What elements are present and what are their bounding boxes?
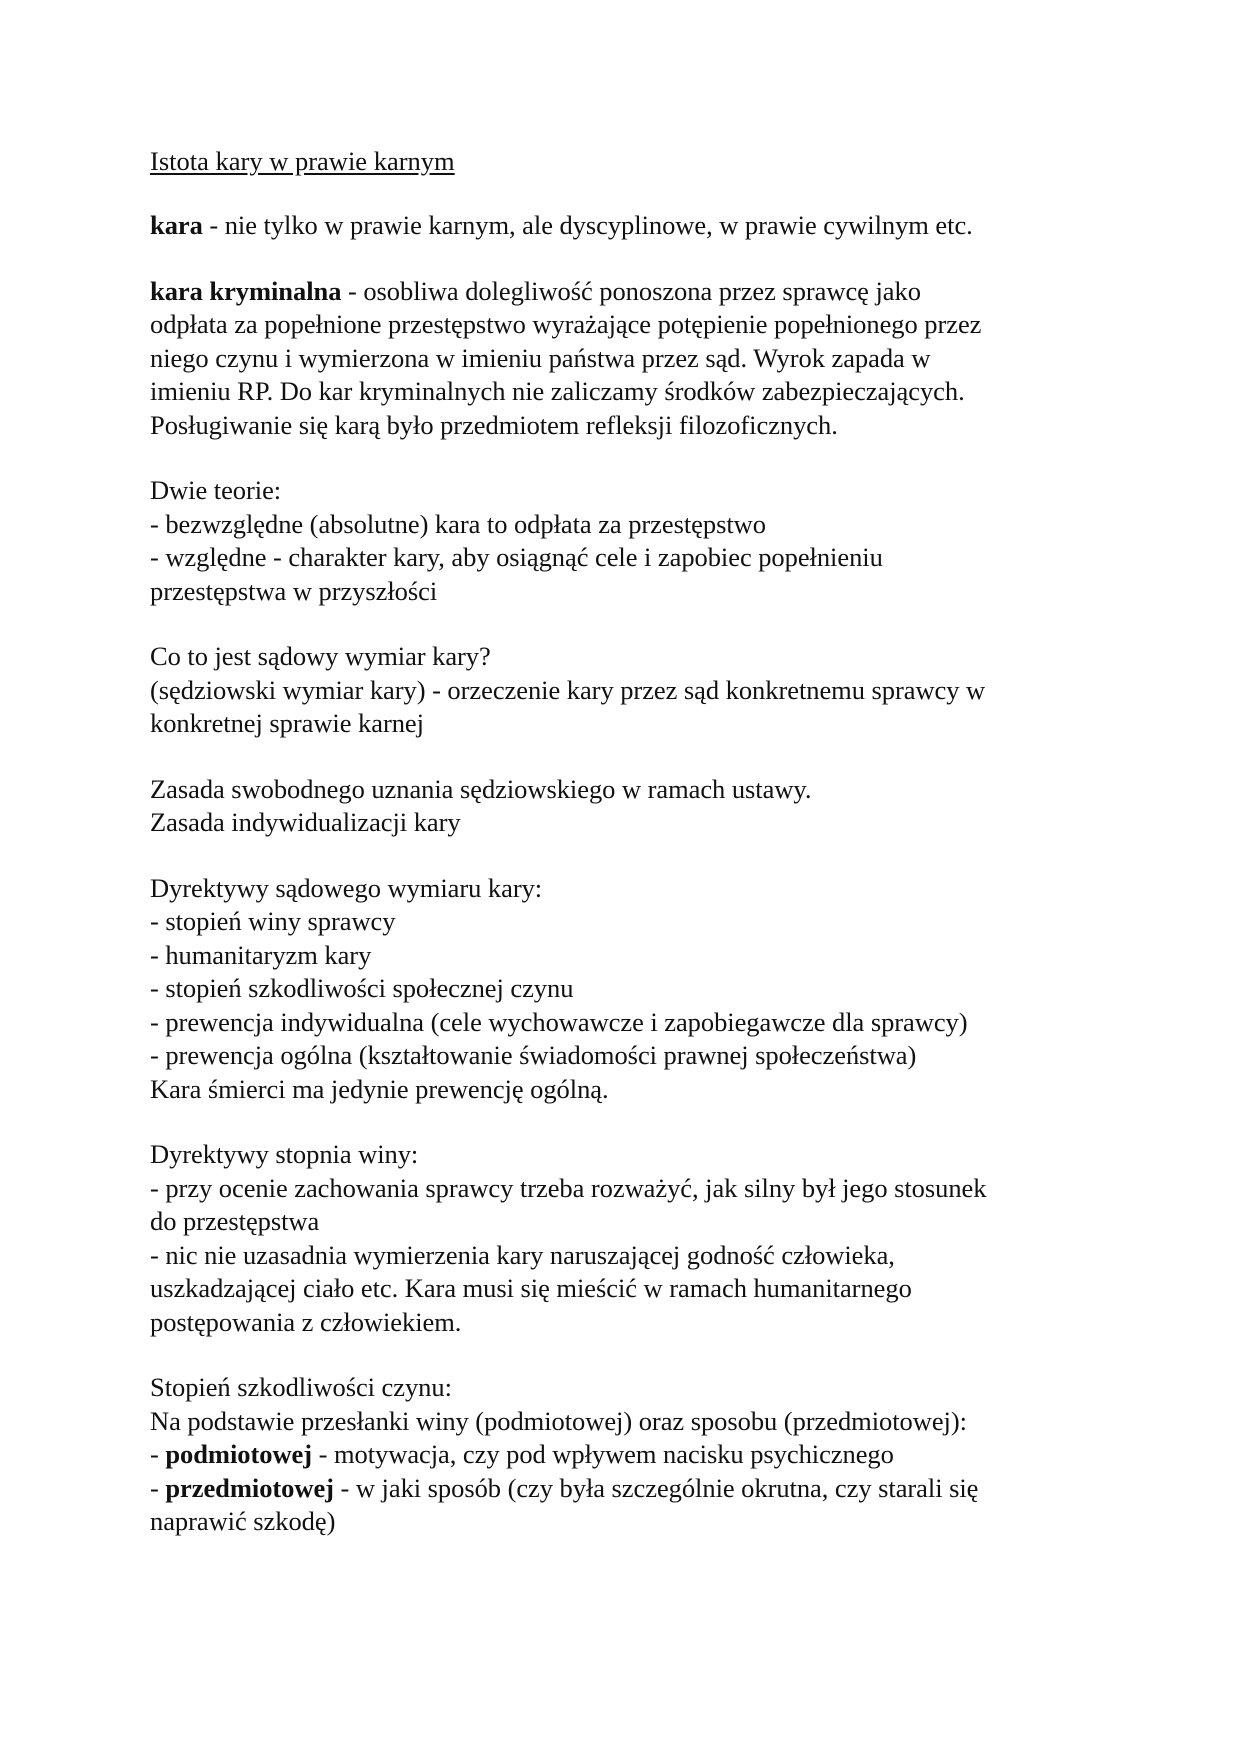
kara-kryminalna-line5: Posługiwanie się karą było przedmiotem refleksji filozoficznych. <box>150 409 838 440</box>
podmiotowej-rest: - motywacja, czy pod wpływem nacisku psychicznego <box>312 1439 894 1469</box>
wymiar-kary-question: Co to jest sądowy wymiar kary? <box>150 641 491 671</box>
dyrektywa-item: - stopień winy sprawcy <box>150 906 396 936</box>
dyrektywy-winy-line: do przestępstwa <box>150 1206 320 1236</box>
wymiar-kary-section <box>150 640 1140 741</box>
dwie-teorie-section <box>150 474 1140 608</box>
dyrektywy-wymiaru-heading: Dyrektywy sądowego wymiaru kary: <box>150 872 543 903</box>
wymiar-kary-answer-line2: konkretnej sprawie karnej <box>150 708 424 738</box>
dyrektywy-winy-line: uszkadzającej ciało etc. Kara musi się mieścić w ramach humanitarnego <box>150 1273 912 1303</box>
zasada-indywidualizacji: Zasada indywidualizacji kary <box>150 807 461 837</box>
teoria-item: - bezwzględne (absolutne) kara to odpłata za przestępstwo <box>150 508 766 539</box>
teoria-item-continuation: przestępstwa w przyszłości <box>150 575 438 606</box>
podmiotowej-term: podmiotowej <box>165 1439 313 1469</box>
szkodliwosc-section <box>150 1371 1140 1539</box>
kara-definition: - nie tylko w prawie karnym, ale dyscyplinowe, w prawie cywilnym etc. <box>202 210 973 240</box>
wymiar-kary-answer-line1: (sędziowski wymiar kary) - orzeczenie kary przez sąd konkretnemu sprawcy w <box>150 674 986 705</box>
teoria-item: - względne - charakter kary, aby osiągnąć cele i zapobiec popełnieniu <box>150 542 883 572</box>
przedmiotowej-item: - przedmiotowej - w jaki sposób (czy była szczególnie okrutna, czy starali się <box>150 1472 979 1503</box>
podmiotowej-item: - podmiotowej - motywacja, czy pod wpływem nacisku psychicznego <box>150 1439 894 1469</box>
dyrektywy-wymiaru-section <box>150 872 1140 1107</box>
dyrektywy-winy-line: - nic nie uzasadnia wymierzenia kary naruszającej godność człowieka, <box>150 1239 895 1270</box>
dyrektywa-item: - prewencja ogólna (kształtowanie świadomości prawnej społeczeństwa) <box>150 1040 917 1070</box>
zasady-section <box>150 773 1140 840</box>
kara-term: kara <box>150 210 203 240</box>
przedmiotowej-term: przedmiotowej <box>165 1472 334 1503</box>
dyrektywa-item: - stopień szkodliwości społecznej czynu <box>150 973 574 1003</box>
dyrektywa-item: - humanitaryzm kary <box>150 939 372 970</box>
dwie-teorie-heading: Dwie teorie: <box>150 475 282 505</box>
kara-kryminalna-line3: niego czynu i wymierzona w imieniu państwa przez sąd. Wyrok zapada w <box>150 342 931 373</box>
kara-kryminalna-line4: imieniu RP. Do kar kryminalnych nie zaliczamy środków zabezpieczających. <box>150 376 965 406</box>
document-title: Istota kary w prawie karnym <box>150 146 455 176</box>
szkodliwosc-heading: Stopień szkodliwości czynu: <box>150 1372 452 1402</box>
dyrektywy-winy-section <box>150 1138 1140 1339</box>
kara-kryminalna-paragraph <box>150 275 1140 443</box>
przedmiotowej-rest: - w jaki sposób (czy była szczególnie okrutna, czy starali się <box>333 1472 979 1503</box>
kara-kryminalna-line2: odpłata za popełnione przestępstwo wyrażające potępienie popełnionego przez <box>150 309 982 339</box>
kara-paragraph <box>150 209 1140 243</box>
przedmiotowej-continuation: naprawić szkodę) <box>150 1506 336 1536</box>
dyrektywy-note: Kara śmierci ma jedynie prewencję ogólną. <box>150 1073 609 1104</box>
zasada-swobodnego-uznania: Zasada swobodnego uznania sędziowskiego w ramach ustawy. <box>150 773 812 804</box>
dyrektywy-winy-line: - przy ocenie zachowania sprawcy trzeba rozważyć, jak silny był jego stosunek <box>150 1172 987 1203</box>
dyrektywa-item: - prewencja indywidualna (cele wychowawcze i zapobiegawcze dla sprawcy) <box>150 1006 968 1037</box>
dyrektywy-winy-line: postępowania z człowiekiem. <box>150 1306 462 1337</box>
kara-kryminalna-term: kara kryminalna <box>150 275 342 306</box>
kara-kryminalna-line1: - osobliwa dolegliwość ponoszona przez sprawcę jako <box>341 275 921 306</box>
szkodliwosc-intro: Na podstawie przesłanki winy (podmiotowej) oraz sposobu (przedmiotowej): <box>150 1405 967 1436</box>
dyrektywy-winy-heading: Dyrektywy stopnia winy: <box>150 1139 419 1169</box>
